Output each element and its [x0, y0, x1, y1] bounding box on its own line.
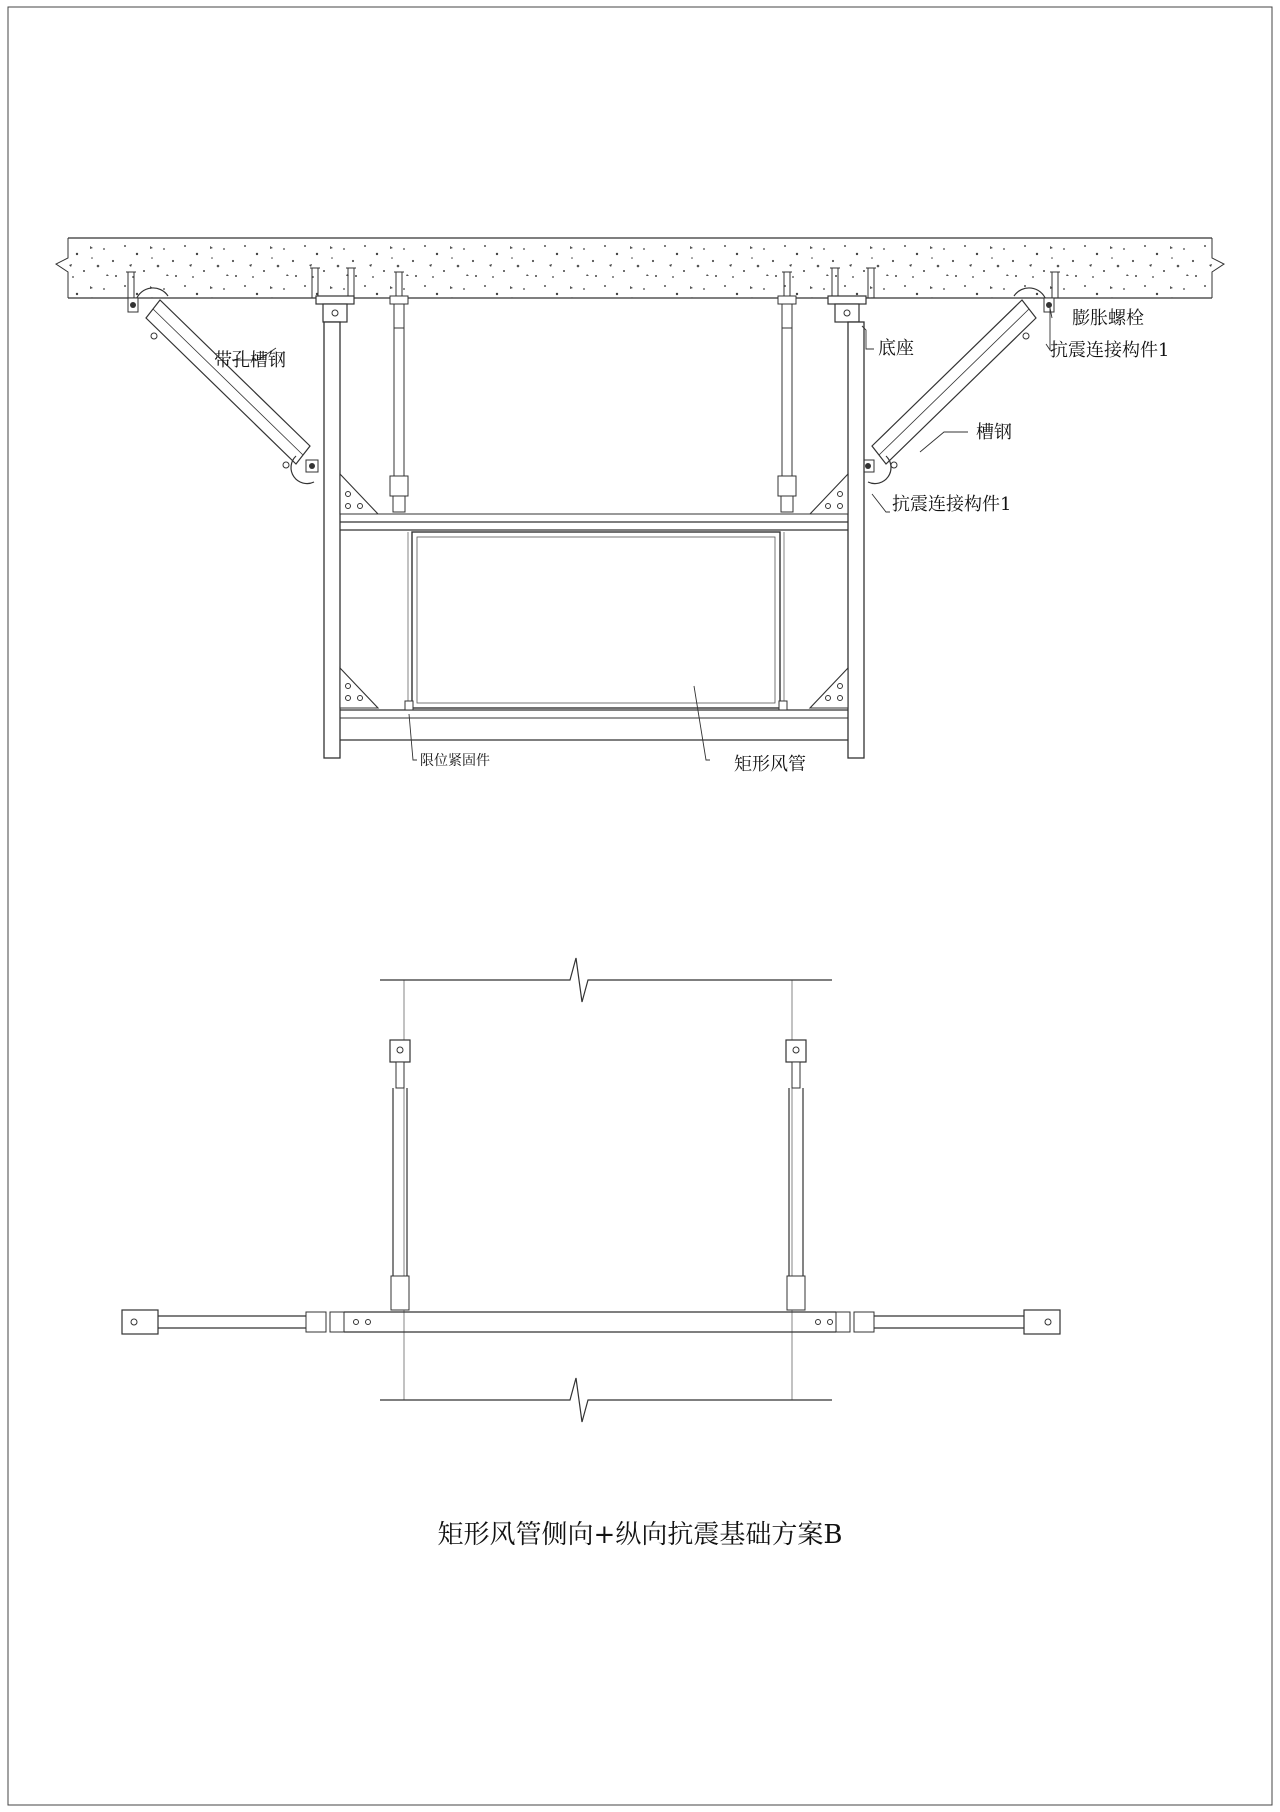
left-diagonal-brace [128, 288, 318, 484]
label-channel-steel: 槽钢 [976, 422, 1012, 443]
plan-duct-outline [380, 958, 832, 1422]
label-seismic-connector-top: 抗震连接构件1 [1050, 340, 1170, 361]
plan-transverse-member [122, 1310, 1060, 1334]
section-view [56, 238, 1224, 775]
drawing-title: 矩形风管侧向+纵向抗震基础方案B [437, 1520, 843, 1550]
label-seismic-connector-bottom: 抗震连接构件1 [892, 494, 1012, 515]
plan-longitudinal-braces [390, 1040, 806, 1310]
label-limit-fastener: 限位紧固件 [420, 753, 490, 769]
plan-view [122, 958, 1060, 1422]
right-diagonal-brace [862, 288, 1054, 484]
label-perforated-channel: 带孔槽钢 [214, 350, 286, 371]
concrete-slab [56, 238, 1224, 298]
label-base: 底座 [878, 338, 914, 359]
inner-rods [390, 296, 796, 512]
label-expansion-bolt: 膨胀螺栓 [1072, 308, 1144, 329]
label-rect-duct: 矩形风管 [734, 754, 806, 775]
rect-duct [408, 532, 784, 710]
